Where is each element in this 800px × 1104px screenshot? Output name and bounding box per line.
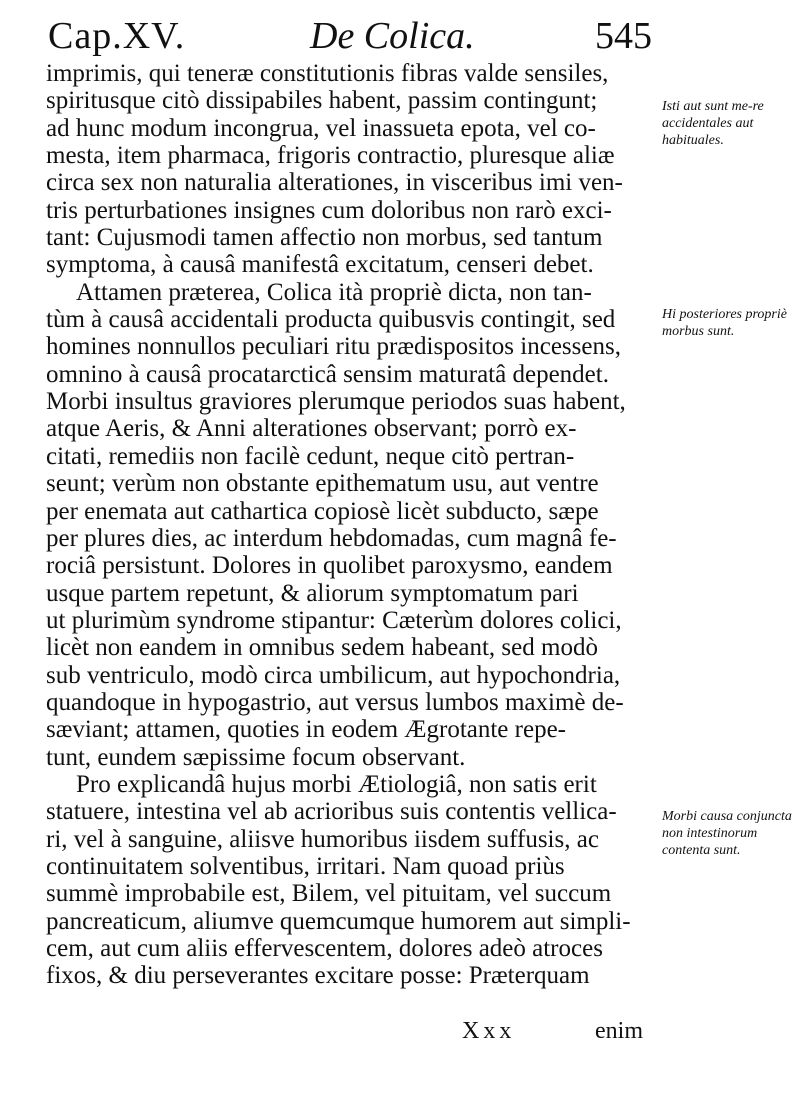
text-line: tùm à causâ accidentali producta quibusvis contingit, sed xyxy=(46,306,616,334)
paragraph-2 xyxy=(46,279,654,771)
margin-note: Hi posteriores propriè morbus sunt. xyxy=(662,307,787,339)
text-line: omnino à causâ procatarcticâ sensim maturatâ dependet. xyxy=(46,360,609,388)
running-header xyxy=(48,14,652,60)
main-text-column xyxy=(46,60,654,990)
text-line: per enemata aut cathartica copiosè licèt subducto, sæpe xyxy=(46,497,599,525)
text-line: continuitatem solventibus, irritari. Nam quoad priùs xyxy=(46,852,565,880)
text-line: Morbi insultus graviores plerumque periodos suas habent, xyxy=(46,388,626,416)
text-line: statuere, intestina vel ab acrioribus suis contentis vellica- xyxy=(46,798,617,826)
paragraph-1 xyxy=(46,60,654,279)
text-line: tunt, eundem sæpissime focum observant. xyxy=(46,743,466,771)
margin-note: Isti aut sunt me-re accidentales aut habituales. xyxy=(662,99,764,148)
text-line: ad hunc modum incongrua, vel inassueta epota, vel co- xyxy=(46,114,596,142)
chapter-heading: Cap.XV. xyxy=(48,15,186,57)
text-line: quandoque in hypogastrio, aut versus lumbos maximè de- xyxy=(46,688,624,716)
text-line: ri, vel à sanguine, aliisve humoribus iisdem suffusis, ac xyxy=(46,825,599,853)
text-line: tris perturbationes insignes cum doloribus non rarò exci- xyxy=(46,196,612,224)
text-line: summè improbabile est, Bilem, vel pituitam, vel succum xyxy=(46,880,612,908)
page-number: 545 xyxy=(595,15,652,57)
text-line: pancreaticum, aliumve quemcumque humorem aut simpli- xyxy=(46,907,631,935)
text-line: Attamen præterea, Colica ità propriè dicta, non tan- xyxy=(76,278,592,306)
paragraph-3 xyxy=(46,771,654,990)
text-line: tant: Cujusmodi tamen affectio non morbus, sed tantum xyxy=(46,224,603,252)
signature-mark: Xxx xyxy=(462,1018,516,1044)
text-line: citati, remediis non facilè cedunt, neque citò pertran- xyxy=(46,442,575,470)
text-line: seunt; verùm non obstante epithematum usu, aut ventre xyxy=(46,470,599,498)
text-line: imprimis, qui teneræ constitutionis fibras valde sensiles, xyxy=(46,60,609,87)
margin-note: Morbi causa conjuncta non intestinorum contenta sunt. xyxy=(662,809,792,858)
text-line: homines nonnullos peculiari ritu prædispositos incessens, xyxy=(46,333,621,361)
text-line: Pro explicandâ hujus morbi Ætiologiâ, non satis erit xyxy=(76,770,597,798)
text-line: fixos, & diu perseverantes excitare posse: Præterquam xyxy=(46,962,590,990)
text-line: sæviant; attamen, quoties in eodem Ægrotante repe- xyxy=(46,716,566,744)
text-line: spiritusque citò dissipabiles habent, passim contingunt; xyxy=(46,87,598,115)
text-line: atque Aeris, & Anni alterationes observant; porrò ex- xyxy=(46,415,577,443)
text-line: cem, aut cum aliis effervescentem, dolores adeò atroces xyxy=(46,935,603,962)
text-line: circa sex non naturalia alterationes, in visceribus imi ven- xyxy=(46,169,623,197)
running-title: De Colica. xyxy=(310,15,475,57)
catchword: enim xyxy=(595,1018,643,1044)
text-line: licèt non eandem in omnibus sedem habeant, sed modò xyxy=(46,634,598,662)
text-line: sub ventriculo, modò circa umbilicum, aut hypochondria, xyxy=(46,661,621,689)
text-line: mesta, item pharmaca, frigoris contractio, pluresque aliæ xyxy=(46,142,615,170)
text-line: ut plurimùm syndrome stipantur: Cæterùm dolores colici, xyxy=(46,606,622,634)
text-line: rociâ persistunt. Dolores in quolibet paroxysmo, eandem xyxy=(46,552,613,580)
text-line: per plures dies, ac interdum hebdomadas, cum magnâ fe- xyxy=(46,524,617,552)
text-line: usque partem repetunt, & aliorum symptomatum pari xyxy=(46,579,579,607)
text-line: symptoma, à causâ manifestâ excitatum, censeri debet. xyxy=(46,251,594,279)
